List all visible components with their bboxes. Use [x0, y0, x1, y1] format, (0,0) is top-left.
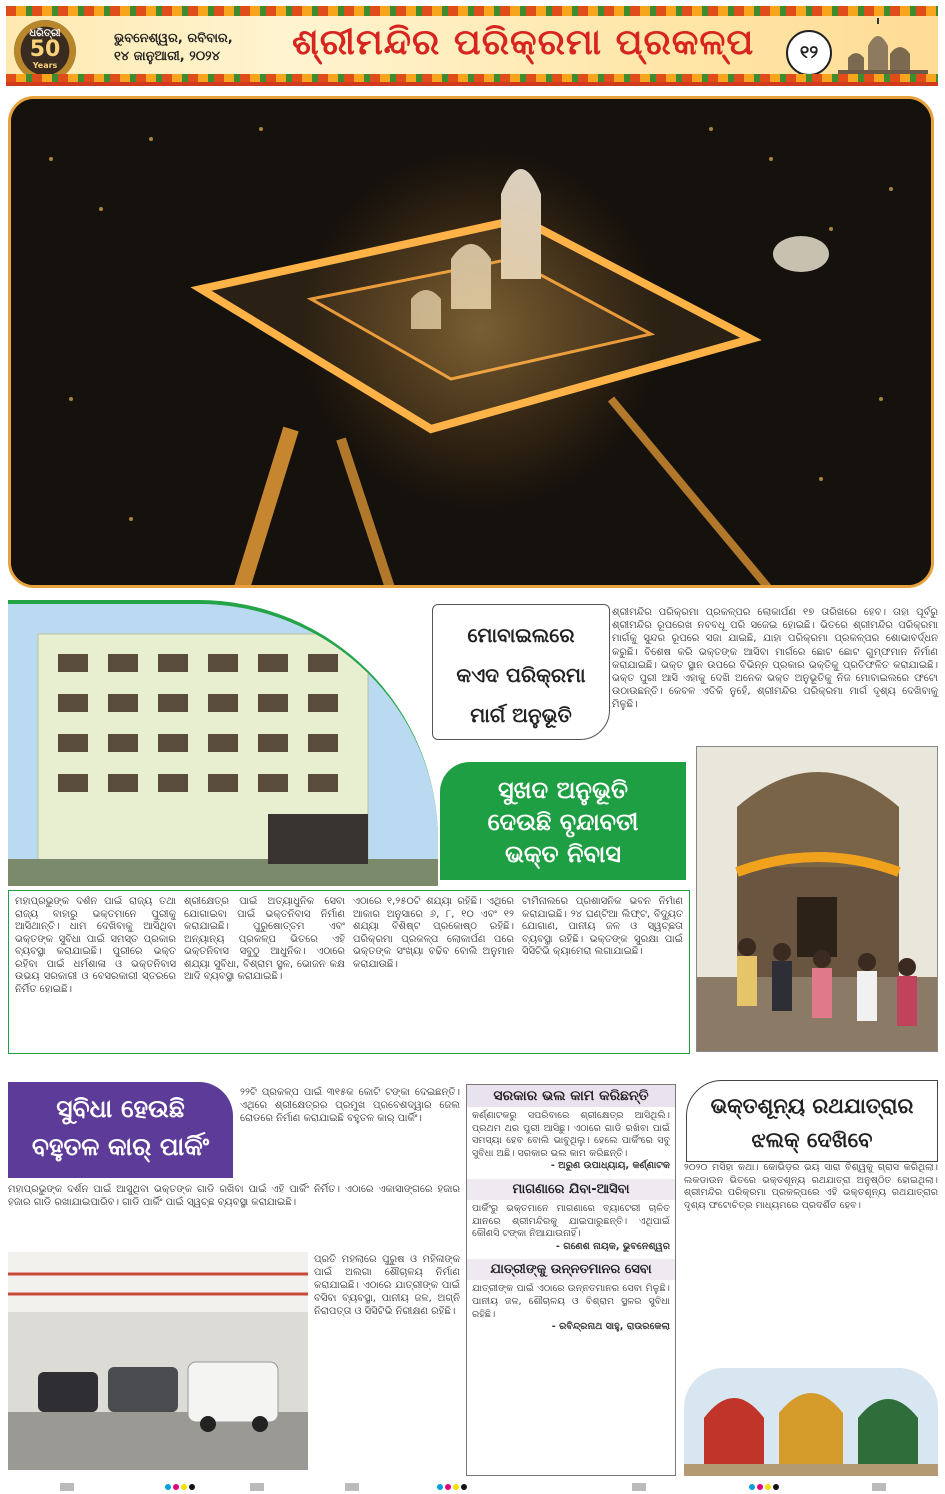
testimonial-credit-3: - ରବିନ୍ଦ୍ରନାଥ ସାହୁ, ରାଉରକେଲା: [551, 1321, 670, 1333]
nivas-column-4: ଟାର୍ମିନାଲରେ ପ୍ରଶାସନିକ ଭବନ ନିର୍ମାଣ କରାଯାଇଛି। ୨୪ ଘଣ୍ଟିଆ ଲିଫ୍ଟ, ବିଦ୍ୟୁତ ଯୋଗାଣ, ପାନୀୟ ଜଳ ଓ ସ୍ୱଚ୍ଛତା ବ୍ୟବସ୍ଥା ରହିଛି। ଭକ୍ତଙ୍କ ସୁରକ୍ଷା ପାଇଁ ସିସିଟିଭି କ୍ୟାମେରା ଲଗାଯାଇଛି।: [522, 896, 683, 957]
testimonial-heading-3: ଯାତ୍ରୀଙ୍କୁ ଉନ୍ନତମାନର ସେବା: [467, 1259, 675, 1280]
nivas-article: [8, 890, 690, 1054]
parking-article-wide: ମହାପ୍ରଭୁଙ୍କ ଦର୍ଶନ ପାଇଁ ଆସୁଥିବା ଭକ୍ତଙ୍କ ଗାଡି ରଖିବା ପାଇଁ ଏହି ପାର୍କିଂ ନିର୍ମିତ। ଏଠାରେ ଏକାସାଙ୍ଗରେ ହଜାର ହଜାର ଗାଡି ରଖାଯାଇପାରିବ। ଗାଡି ପାର୍କିଂ ପାଇଁ ସ୍ୱଚ୍ଛ ବ୍ୟବସ୍ଥା କରାଯାଇଛି।: [8, 1184, 460, 1208]
dateline: [114, 30, 233, 66]
nivas-column-3: ଏଠାରେ ୧,୨୫୦ଟି ଶଯ୍ୟା ରହିଛି। ଏଥିରେ ଆକାର ଅନୁସାରେ ୬, ୮, ୧୦ ଏବଂ ୧୨ ଶଯ୍ୟା ବିଶିଷ୍ଟ ପ୍ରକୋଷ୍ଠ ରହିଛି। ପରିକ୍ରମା ପ୍ରକଳ୍ପ ଲୋକାର୍ପଣ ପରେ ଭକ୍ତଙ୍କ ସଂଖ୍ୟା ବଢିବ ବୋଲି ଅନୁମାନ କରାଯାଉଛି।: [353, 896, 514, 970]
nivas-headline-line-1: ସୁଖଦ ଅନୁଭୂତି: [498, 776, 628, 804]
testimonial-body-3: [467, 1280, 675, 1336]
masthead: [6, 6, 938, 86]
testimonial-body-1: [467, 1107, 675, 1176]
parking-headline-box: [8, 1082, 233, 1178]
parking-article-right: ପ୍ରତି ମହଲାରେ ପୁରୁଷ ଓ ମହିଳାଙ୍କ ପାଇଁ ଅଲଗା ଶୌଚାଳୟ ନିର୍ମାଣ କରାଯାଇଛି। ଏଠାରେ ଯାତ୍ରୀଙ୍କ ପାଇଁ ବସିବା ବ୍ୟବସ୍ଥା, ପାନୀୟ ଜଳ, ଅଗ୍ନି ନିରାପତ୍ତା ଓ ସିସିଟିଭି ନିରୀକ୍ଷଣ ରହିଛି।: [314, 1254, 460, 1317]
rathayatra-headline-line-1: ଭକ୍ତଶୂନ୍ୟ ରଥଯାତ୍ରାର: [710, 1094, 914, 1118]
nivas-headline-box: [440, 762, 686, 880]
page-title: ଶ୍ରୀମନ୍ଦିର ପରିକ୍ରମା ପ୍ରକଳ୍ପ: [292, 22, 755, 63]
dateline-place-day: ଭୁବନେଶ୍ୱର, ରବିବାର,: [114, 31, 233, 46]
mobile-headline-box: [432, 604, 610, 740]
masthead-garland-top: [6, 6, 938, 16]
masthead-garland-bottom: [6, 74, 938, 82]
years-number: 50: [29, 37, 61, 62]
anniversary-logo: [14, 20, 76, 82]
nivas-headline-line-3: ଭକ୍ତ ନିବାସ: [504, 840, 622, 868]
chariots-photo: [684, 1368, 938, 1476]
nivas-headline-line-2: ଦେଉଛି ବୃନ୍ଦାବତୀ: [487, 808, 639, 836]
page-number: ୧୨: [786, 30, 832, 76]
rathayatra-headline-box: [686, 1080, 938, 1162]
testimonial-credit-1: - ଅରୁଣ ଉପାଧ୍ୟାୟ, କର୍ଣ୍ଣାଟକ: [550, 1160, 670, 1172]
mobile-headline-line-2: କଏଦ ପରିକ୍ରମା: [456, 663, 586, 687]
testimonials-box: [466, 1084, 676, 1476]
bhakta-nivas-building-photo: [8, 600, 438, 886]
parking-illustration: [8, 1252, 308, 1470]
devotees-illustration: [697, 747, 938, 1052]
testimonial-text-3: ଯାତ୍ରୀଙ୍କ ପାଇଁ ଏଠାରେ ଉନ୍ନତମାନର ସେବା ମିଳୁଛି। ପାନୀୟ ଜଳ, ଶୌଚାଳୟ ଓ ବିଶ୍ରାମ ସ୍ଥଳର ସୁବିଧା ରହିଛି।: [472, 1283, 670, 1320]
print-registration-marks: [0, 1482, 945, 1492]
nivas-column-2: ଶ୍ରୀକ୍ଷେତ୍ର ପାଇଁ ଅତ୍ୟାଧୁନିକ ସେବା ଯୋଗାଇବା ପାଇଁ ଭକ୍ତନିବାସ ନିର୍ମାଣ କରାଯାଇଛି। ପୁରୁଷୋତ୍ତମ ଏବଂ ଅନ୍ୟାନ୍ୟ ପ୍ରକଳ୍ପ ଭିତରେ ଏହି ଭକ୍ତନିବାସ ସବୁଠୁ ଆଧୁନିକ। ଏଠାରେ ଶଯ୍ୟା ସୁବିଧା, ବିଶ୍ରାମ ସ୍ଥଳ, ଭୋଜନ କକ୍ଷ ଆଦି ବ୍ୟବସ୍ଥା କରାଯାଇଛି।: [184, 896, 345, 982]
brand-name: ଧରିତ୍ରୀ: [29, 28, 61, 39]
testimonial-credit-2: - ଗଣେଶ ନାୟକ, ଭୁବନେଶ୍ୱର: [555, 1240, 670, 1252]
parking-interior-photo: [8, 1252, 308, 1470]
aerial-photo-illustration: [11, 99, 934, 588]
rathayatra-headline-line-2: ଝଲକ୍ ଦେଖିବେ: [751, 1128, 873, 1152]
building-illustration: [8, 604, 438, 886]
testimonial-heading-1: ସରକାର ଭଲ କାମ କରିଛନ୍ତି: [467, 1085, 675, 1107]
testimonial-text-1: କର୍ଣ୍ଣାଟକରୁ ସପରିବାରେ ଶ୍ରୀକ୍ଷେତ୍ର ଆସିଥିଲି। ପ୍ରଥମ ଥର ପୁରୀ ଆସିଛୁ। ଏଠାରେ ଗାଡି ରଖିବା ପାଇଁ ସମସ୍ୟା ହେବ ବୋଲି ଭାବୁଥିଲୁ। ହେଲେ ପାର୍କିଂରେ ସବୁ ସୁବିଧା ଅଛି। ସରକାର ଭଲ କାମ କରିଛନ୍ତି।: [472, 1110, 670, 1159]
parking-headline-line-1: ସୁବିଧା ହେଉଛି: [56, 1094, 185, 1123]
temple-devotees-photo: [696, 746, 938, 1052]
mobile-headline-line-3: ମାର୍ଗ ଅନୁଭୂତି: [470, 703, 572, 727]
dateline-date: ୧୪ ଜାନୁଆରୀ, ୨୦୨୪: [114, 49, 220, 64]
mobile-article-body: ଶ୍ରୀମନ୍ଦିର ପରିକ୍ରମା ପ୍ରକଳ୍ପର ଲୋକାର୍ପଣ ୧୭ ତାରିଖରେ ହେବ। ତାହା ପୂର୍ବରୁ ଶ୍ରୀମନ୍ଦିର ରୂପରେଖ ନବବଧୂ ପରି ସଜେଇ ହୋଇଛି। ଭିତରେ ଶ୍ରୀମନ୍ଦିର ପରିକ୍ରମା ମାର୍ଗକୁ ସୁନ୍ଦର ରୂପରେ ସଜା ଯାଇଛି, ଯାହା ପରିକ୍ରମା ପ୍ରକଳ୍ପର ଶୋଭାବର୍ଦ୍ଧନ କରୁଛି। ବିଶେଷ କରି ଭକ୍ତଙ୍କ ଆସିବା ମାର୍ଗରେ ଛୋଟ ଛୋଟ ଗୁମ୍ଫମାନ ନିର୍ମାଣ କରାଯାଇଛି। ଭକ୍ତ ସ୍ଥାନ ଉପରେ ବିଭିନ୍ନ ପ୍ରକାର ଭକ୍ତିକୁ ପ୍ରତିଫଳିତ କରାଯାଇଛି। ଭକ୍ତ ପୁରୀ ଆସି ଏହାକୁ ଦେଖି ଅନେକ ଭକ୍ତ ଅନୁଭୂତିକୁ ନିଜ ମୋବାଇଲରେ ଫଟୋ ଉଠାଉଛନ୍ତି। କେବଳ ଏତିକି ନୁହେଁ, ଶ୍ରୀମନ୍ଦିର ପରିକ୍ରମା ମାର୍ଗ ଦୃଶ୍ୟ ଦେଖିବାକୁ ମିଳୁଛି।: [612, 607, 938, 711]
years-label: Years: [32, 61, 58, 70]
chariots-illustration: [684, 1368, 938, 1476]
testimonial-body-2: [467, 1200, 675, 1256]
testimonial-heading-2: ମାଗଣାରେ ଯିବା-ଆସିବା: [467, 1179, 675, 1200]
nivas-column-1: ମହାପ୍ରଭୁଙ୍କ ଦର୍ଶନ ପାଇଁ ରାଜ୍ୟ ତଥା ରାଜ୍ୟ ବାହାରୁ ଭକ୍ତମାନେ ପୁରୀକୁ ଆସିଥାନ୍ତି। ଧାମ ଦେଖିବାକୁ ଆସିଥିବା ଭକ୍ତଙ୍କ ସୁବିଧା ପାଇଁ ସମସ୍ତ ପ୍ରକାର ବ୍ୟବସ୍ଥା କରାଯାଇଛି। ପୁରୀରେ ଭକ୍ତ ରହିବା ପାଇଁ ଧର୍ମଶାଳା ଓ ଭକ୍ତନିବାସ ଉଭୟ ସରକାରୀ ଓ ବେସରକାରୀ ସ୍ତରରେ ନିର୍ମିତ ହୋଇଛି।: [15, 896, 176, 995]
parking-headline-line-2: ବହୁତଳ କାର୍ ପାର୍କିଂ: [31, 1132, 210, 1161]
rathayatra-article-body: ୨୦୨୦ ମସିହା କଥା। କୋଭିଡ଼ର ଭୟ ସାରା ବିଶ୍ୱକୁ ଗ୍ରାସ କରିଥିଲା। ଲକଡାଉନ ଭିତରେ ଭକ୍ତଶୂନ୍ୟ ରଥଯାତ୍ରା ଅନୁଷ୍ଠିତ ହୋଇଥିଲା। ଶ୍ରୀମନ୍ଦିର ପରିକ୍ରମା ପ୍ରକଳ୍ପରେ ଏହି ଭକ୍ତଶୂନ୍ୟ ରଥଯାତ୍ରାର ଦୃଶ୍ୟ ଫଟୋଚିତ୍ର ମାଧ୍ୟମରେ ପ୍ରଦର୍ଶିତ ହେବ।: [684, 1162, 938, 1211]
temple-aerial-night-photo: [8, 96, 934, 588]
testimonial-text-2: ପାର୍କିଂରୁ ଭକ୍ତମାନେ ମାଗଣାରେ ବ୍ୟାଟେରୀ ଚାଳିତ ଯାନରେ ଶ୍ରୀମନ୍ଦିରକୁ ଯାଇପାରୁଛନ୍ତି। ଏଥିପାଇଁ କୌଣସି ଟଙ୍କା ନିଆଯାଉନାହିଁ।: [472, 1202, 670, 1240]
parking-article-top: ୨୨ଟି ପ୍ରକଳ୍ପ ପାଇଁ ୩୧୫କ କୋଟି ଟଙ୍କା ଦେଇଛନ୍ତି। ଏଥିରେ ଶ୍ରୀକ୍ଷେତ୍ରର ପ୍ରମୁଖ ପ୍ରବେଶଦ୍ୱାର ଜେଲ ରୋଡରେ ନିର୍ମାଣ କରାଯାଇଛି ବହୁତଳ କାର୍ ପାର୍କିଂ।: [240, 1087, 460, 1124]
mobile-headline-line-1: ମୋବାଇଲରେ: [467, 623, 575, 647]
